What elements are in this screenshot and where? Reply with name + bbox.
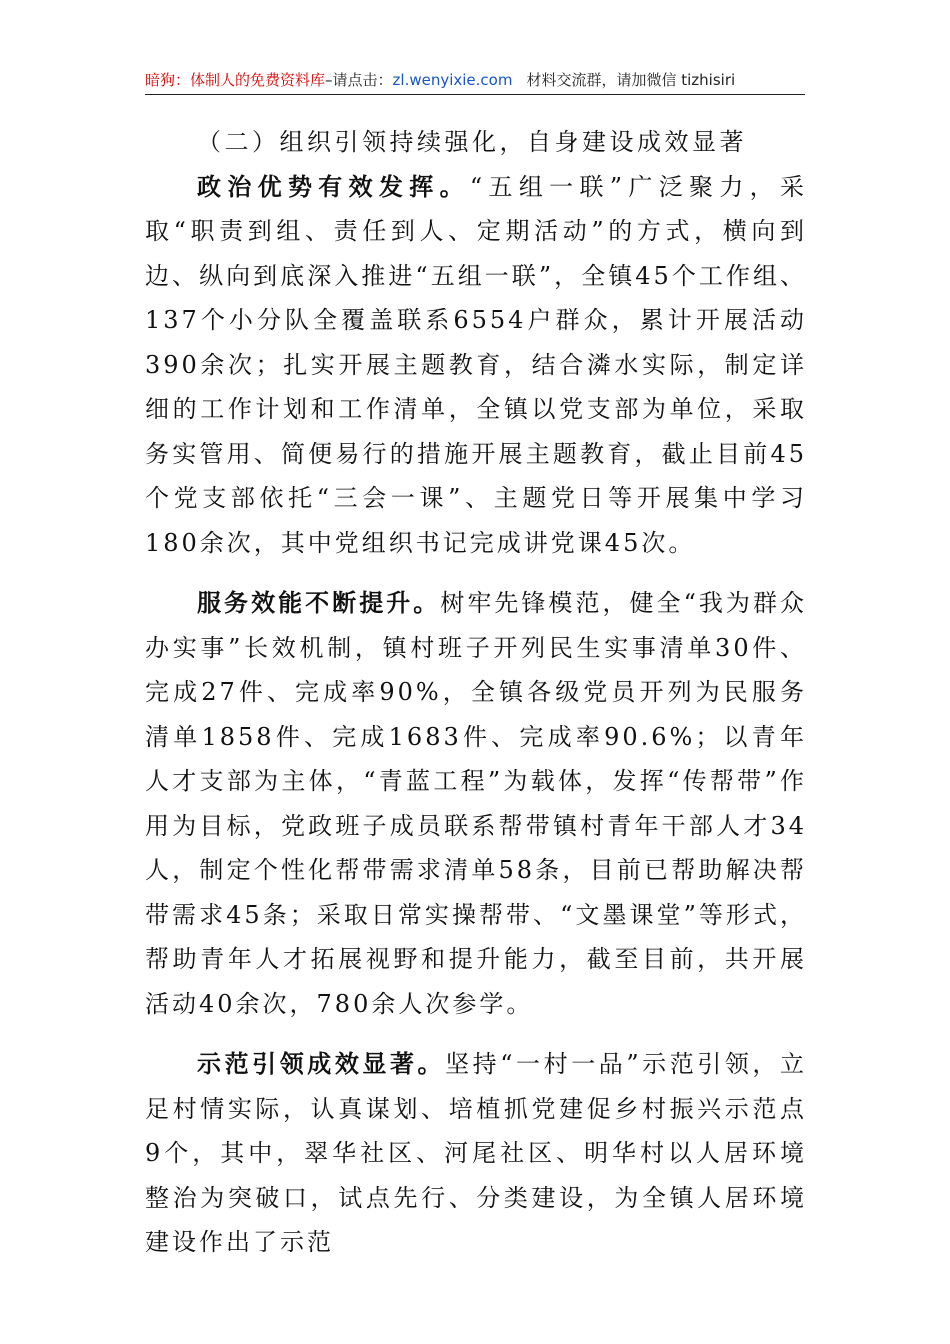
paragraph-lead: 服务效能不断提升。 <box>197 588 441 617</box>
section-subheading: （二）组织引领持续强化，自身建设成效显著 <box>197 128 747 156</box>
paragraph-lead: 示范引领成效显著。 <box>197 1049 446 1078</box>
document-body <box>145 120 807 1265</box>
paragraph-body: “五组一联”广泛聚力，采取“职责到组、责任到人、定期活动”的方式，横向到边、纵向到底深入推进“五组一联”，全镇45个工作组、137个小分队全覆盖联系6554户群众，累计开展活动390余次；扎实开展主题教育，结合潾水实际，制定详细的工作计划和工作清单，全镇以党支部为单位，采取务实管用、简便易行的措施开展主题教育，截止目前45个党支部依托“三会一课”、主题党日等开展集中学习180余次，其中党组织书记完成讲党课45次。 <box>145 172 807 557</box>
paragraph-service-efficiency <box>145 581 807 1026</box>
page-header <box>145 66 805 95</box>
paragraph-demonstration <box>145 1042 807 1265</box>
paragraph-political-advantage <box>145 165 807 566</box>
header-wechat-note: 材料交流群，请加微信 tizhisiri <box>526 71 736 89</box>
paragraph-lead: 政治优势有效发挥。 <box>197 171 470 201</box>
header-url-link[interactable]: zl.wenyixie.com <box>392 71 513 89</box>
header-click-prompt: –请点击： <box>325 71 393 89</box>
header-library-title: 暗狗：体制人的免费资料库 <box>145 71 326 89</box>
paragraph-body: 树牢先锋模范，健全“我为群众办实事”长效机制，镇村班子开列民生实事清单30件、完成27件、完成率90%，全镇各级党员开列为民服务清单1858件、完成1683件、完成率90.6%；以青年人才支部为主体，“青蓝工程”为载体，发挥“传帮带”作用为目标，党政班子成员联系帮带镇村青年干部人才34人，制定个性化帮带需求清单58条，目前已帮助解决帮带需求45条；采取日常实操帮带、“文墨课堂”等形式，帮助青年人才拓展视野和提升能力，截至目前，共开展活动40余次，780余人次参学。 <box>145 589 807 1018</box>
paragraph-body: 坚持“一村一品”示范引领，立足村情实际，认真谋划、培植抓党建促乡村振兴示范点9个，其中，翠华社区、河尾社区、明华村以人居环境整治为突破口，试点先行、分类建设，为全镇人居环境建设作出了示范 <box>145 1050 807 1256</box>
